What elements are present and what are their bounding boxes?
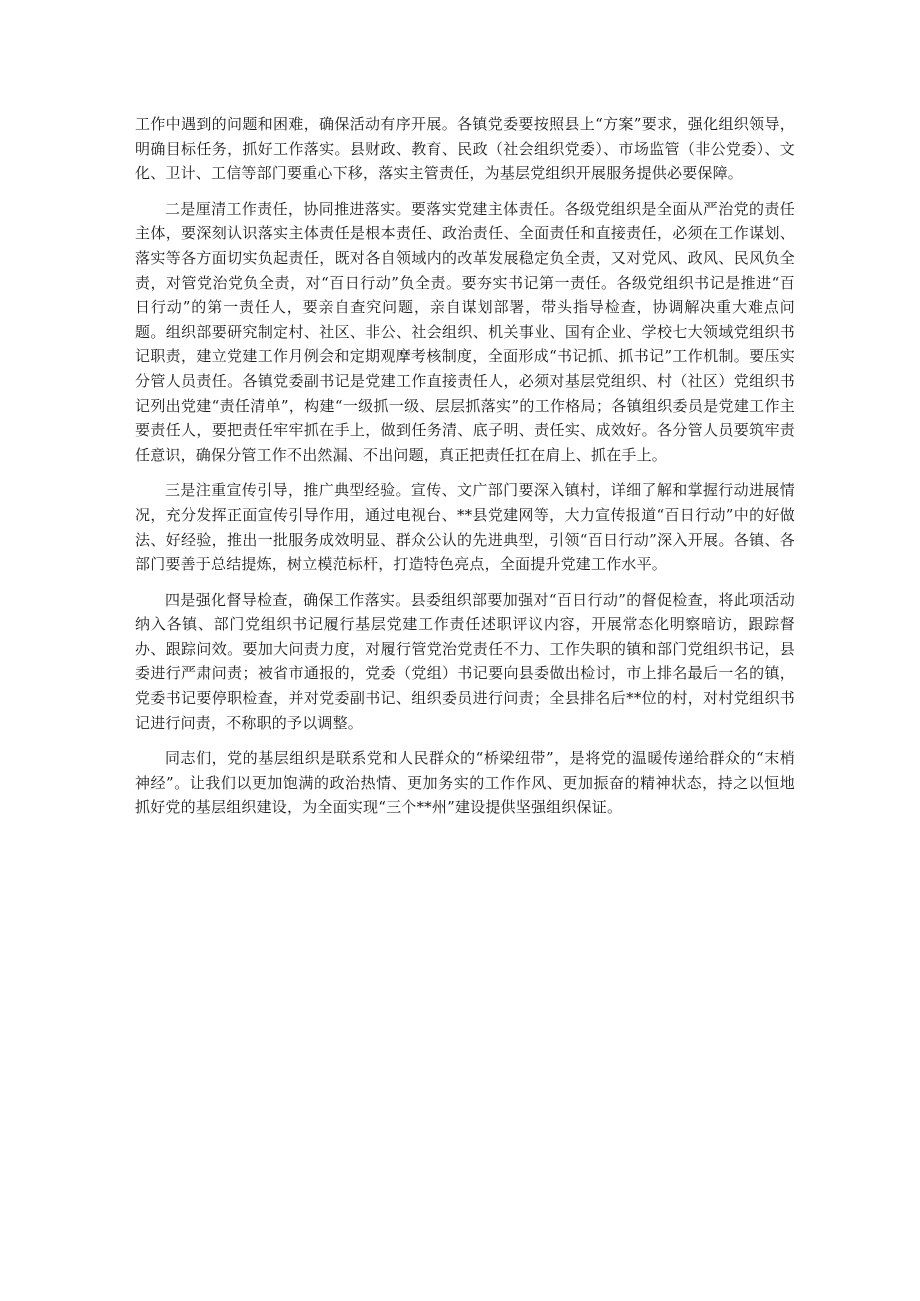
paragraph-work-responsibility: 二是厘清工作责任，协同推进落实。要落实党建主体责任。各级党组织是全面从严治党的责任主体，要深刻认识落实主体责任是根本责任、政治责任、全面责任和直接责任，必须在工作谋划、落实等各方面切实负起责任，既对各自领域内的改革发展稳定负全责，又对党风、政风、民风负全责，对管党治党负全责，对“百日行动”负全责。要夯实书记第一责任。各级党组织书记是推进“百日行动”的第一责任人，要亲自查究问题，亲自谋划部署，带头指导检查，协调解决重大难点问题。组织部要研究制定村、社区、非公、社会组织、机关事业、国有企业、学校七大领域党组织书记职责，建立党建工作月例会和定期观摩考核制度，全面形成“书记抓、抓书记”工作机制。要压实分管人员责任。各镇党委副书记是党建工作直接责任人，必须对基层党组织、村（社区）党组织书记列出党建“责任清单”，构建“一级抓一级、层层抓落实”的工作格局；各镇组织委员是党建工作主要责任人，要把责任牢牢抓在手上，做到任务清、底子明、责任实、成效好。各分管人员要筑牢责任意识，确保分管工作不出然漏、不出问题，真正把责任扛在肩上、抓在手上。 (135, 199, 795, 464)
paragraph-closing: 同志们，党的基层组织是联系党和人民群众的“桥梁纽带”，是将党的温暖传递给群众的“末梢神经”。让我们以更加饱满的政治热情、更加务实的工作作风、更加振奋的精神状态，持之以恒地抓好党的基层组织建设，为全面实现“三个**州”建设提供坚强组织保证。 (135, 749, 795, 817)
paragraph-supervision-inspection: 四是强化督导检查，确保工作落实。县委组织部要加强对“百日行动”的督促检查，将此项活动纳入各镇、部门党组织书记履行基层党建工作责任述职评议内容，开展常态化明察暗访，跟踪督办、跟踪问效。要加大问责力度，对履行管党治党责任不力、工作失职的镇和部门党组织书记，县委进行严肃问责；被省市通报的，党委（党组）书记要向县委做出检讨，市上排名最后一名的镇，党委书记要停职检查，并对党委副书记、组织委员进行问责；全县排名后**位的村，对村党组织书记进行问责，不称职的予以调整。 (135, 590, 795, 732)
document-body (135, 112, 795, 831)
paragraph-publicity-guidance: 三是注重宣传引导，推广典型经验。宣传、文广部门要深入镇村，详细了解和掌握行动进展情况，充分发挥正面宣传引导作用，通过电视台、**县党建网等，大力宣传报道“百日行动”中的好做法、好经验，推出一批服务成效明显、群众公认的先进典型，引领“百日行动”深入开展。各镇、各部门要善于总结提炼，树立模范标杆，打造特色亮点，全面提升党建工作水平。 (135, 481, 795, 574)
paragraph-continuation: 工作中遇到的问题和困难，确保活动有序开展。各镇党委要按照县上“方案”要求，强化组织领导，明确目标任务，抓好工作落实。县财政、教育、民政（社会组织党委）、市场监管（非公党委）、文化、卫计、工信等部门要重心下移，落实主管责任，为基层党组织开展服务提供必要保障。 (135, 115, 795, 183)
